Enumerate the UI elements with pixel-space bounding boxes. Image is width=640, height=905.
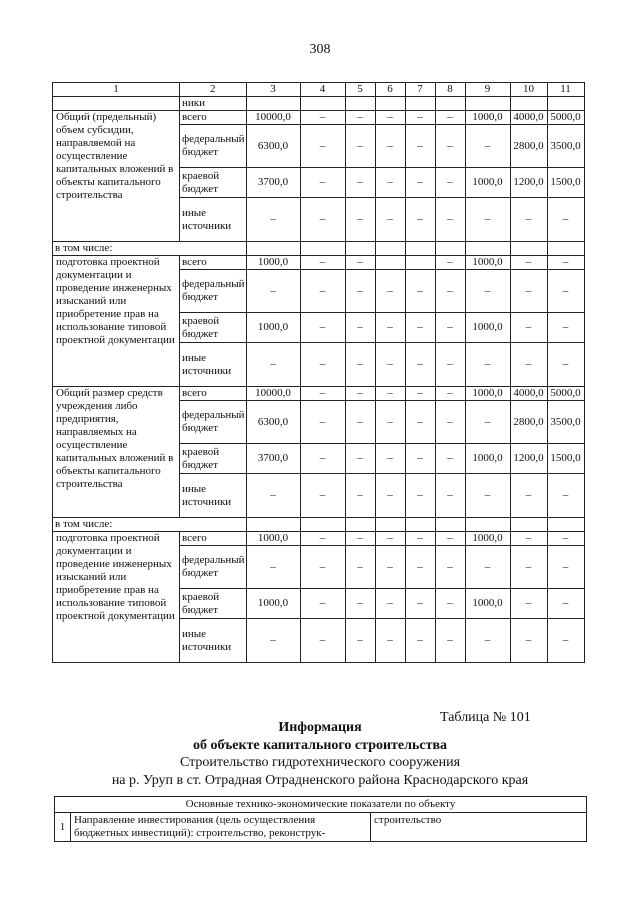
info-subtitle: об объекте капитального строительства bbox=[192, 738, 448, 753]
value-cell: – bbox=[465, 619, 510, 663]
value-cell: – bbox=[465, 401, 510, 444]
funding-source-label: всего bbox=[180, 387, 247, 401]
value-cell: – bbox=[375, 444, 405, 474]
subtotal-header-row bbox=[53, 242, 585, 256]
value-cell bbox=[405, 256, 435, 270]
value-cell: – bbox=[547, 474, 584, 518]
value-cell: – bbox=[435, 168, 465, 198]
value-cell: – bbox=[465, 343, 510, 387]
value-cell: – bbox=[300, 589, 345, 619]
value-cell: – bbox=[510, 343, 547, 387]
value-cell: – bbox=[375, 168, 405, 198]
value-cell: – bbox=[405, 532, 435, 546]
value-cell: – bbox=[300, 125, 345, 168]
value-cell: 1200,0 bbox=[510, 168, 547, 198]
value-cell: – bbox=[300, 168, 345, 198]
table-row bbox=[53, 532, 585, 546]
info-table-header: Основные технико-экономические показатели по объекту bbox=[55, 797, 587, 813]
value-cell: – bbox=[300, 111, 345, 125]
value-cell: 4000,0 bbox=[510, 111, 547, 125]
value-cell: – bbox=[405, 168, 435, 198]
row-description: подготовка проектной документации и проведение инженерных изысканий или приобретение прав на использование типовой проектной документации bbox=[53, 256, 180, 387]
value-cell: – bbox=[375, 619, 405, 663]
funding-source-label: иные источники bbox=[180, 619, 247, 663]
empty-cell bbox=[345, 242, 375, 256]
value-cell: 1000,0 bbox=[465, 168, 510, 198]
column-header: 8 bbox=[435, 83, 465, 97]
value-cell: – bbox=[510, 270, 547, 313]
funding-source-label: федеральный бюджет bbox=[180, 270, 247, 313]
empty-cell bbox=[375, 242, 405, 256]
value-cell: – bbox=[300, 474, 345, 518]
value-cell: 3500,0 bbox=[547, 125, 584, 168]
value-cell: – bbox=[510, 474, 547, 518]
value-cell: 5000,0 bbox=[547, 111, 584, 125]
empty-cell bbox=[547, 242, 584, 256]
empty-cell bbox=[300, 518, 345, 532]
value-cell: 1000,0 bbox=[246, 313, 300, 343]
value-cell: 1000,0 bbox=[246, 589, 300, 619]
value-cell: – bbox=[435, 444, 465, 474]
row-description: подготовка проектной документации и проведение инженерных изысканий или приобретение прав на использование типовой проектной документации bbox=[53, 532, 180, 663]
empty-cell bbox=[435, 97, 465, 111]
value-cell: – bbox=[465, 125, 510, 168]
empty-cell bbox=[246, 518, 300, 532]
value-cell: – bbox=[345, 401, 375, 444]
value-cell: 1500,0 bbox=[547, 444, 584, 474]
value-cell: – bbox=[435, 256, 465, 270]
value-cell: – bbox=[300, 313, 345, 343]
column-header: 9 bbox=[465, 83, 510, 97]
empty-cell bbox=[547, 518, 584, 532]
value-cell: – bbox=[405, 270, 435, 313]
page-number: 308 bbox=[309, 42, 331, 57]
info-row-index: 1 bbox=[55, 813, 71, 842]
value-cell: – bbox=[300, 198, 345, 242]
value-cell: – bbox=[547, 313, 584, 343]
value-cell: – bbox=[435, 111, 465, 125]
value-cell: 1000,0 bbox=[465, 387, 510, 401]
empty-cell bbox=[465, 242, 510, 256]
value-cell: 1000,0 bbox=[246, 256, 300, 270]
value-cell: 4000,0 bbox=[510, 387, 547, 401]
value-cell: 3700,0 bbox=[246, 444, 300, 474]
value-cell: – bbox=[405, 474, 435, 518]
value-cell: – bbox=[375, 343, 405, 387]
in-that-number-label: в том числе: bbox=[53, 242, 247, 256]
value-cell: – bbox=[375, 270, 405, 313]
value-cell: – bbox=[547, 589, 584, 619]
funding-source-label: федеральный бюджет bbox=[180, 546, 247, 589]
table-row bbox=[53, 256, 585, 270]
value-cell: – bbox=[405, 546, 435, 589]
subtotal-header-row bbox=[53, 518, 585, 532]
funding-source-label: краевой бюджет bbox=[180, 589, 247, 619]
value-cell: – bbox=[246, 546, 300, 589]
funding-source-label: краевой бюджет bbox=[180, 444, 247, 474]
value-cell: – bbox=[246, 474, 300, 518]
row-description: Общий (предельный) объем субсидии, направляемой на осуществление капитальных вложений в объекты капитального строительства bbox=[53, 111, 180, 242]
value-cell: – bbox=[547, 270, 584, 313]
value-cell: – bbox=[405, 343, 435, 387]
column-header: 10 bbox=[510, 83, 547, 97]
value-cell: – bbox=[510, 589, 547, 619]
column-header: 1 bbox=[53, 83, 180, 97]
value-cell: 1200,0 bbox=[510, 444, 547, 474]
value-cell: – bbox=[405, 125, 435, 168]
value-cell: 6300,0 bbox=[246, 401, 300, 444]
value-cell: – bbox=[345, 270, 375, 313]
column-header: 6 bbox=[375, 83, 405, 97]
value-cell: – bbox=[375, 125, 405, 168]
value-cell: – bbox=[435, 532, 465, 546]
value-cell: – bbox=[375, 589, 405, 619]
value-cell: – bbox=[405, 589, 435, 619]
empty-cell bbox=[435, 242, 465, 256]
funding-source-label: иные источники bbox=[180, 474, 247, 518]
value-cell: – bbox=[405, 198, 435, 242]
column-header: 3 bbox=[246, 83, 300, 97]
value-cell: – bbox=[345, 546, 375, 589]
empty-cell bbox=[375, 518, 405, 532]
value-cell: – bbox=[300, 532, 345, 546]
value-cell: – bbox=[547, 546, 584, 589]
value-cell: 2800,0 bbox=[510, 125, 547, 168]
funding-source-label: иные источники bbox=[180, 343, 247, 387]
value-cell: – bbox=[246, 270, 300, 313]
value-cell: – bbox=[300, 401, 345, 444]
value-cell: 1000,0 bbox=[246, 532, 300, 546]
value-cell: 1000,0 bbox=[465, 256, 510, 270]
funding-source-label: иные источники bbox=[180, 198, 247, 242]
funding-source-label: федеральный бюджет bbox=[180, 125, 247, 168]
value-cell: – bbox=[345, 256, 375, 270]
value-cell: 1000,0 bbox=[465, 313, 510, 343]
object-name-line1: Строительство гидротехнического сооружения bbox=[179, 755, 461, 770]
info-row-value: строительство bbox=[371, 813, 587, 842]
empty-cell bbox=[510, 97, 547, 111]
empty-cell bbox=[547, 97, 584, 111]
table-row bbox=[53, 387, 585, 401]
value-cell: 6300,0 bbox=[246, 125, 300, 168]
value-cell: 5000,0 bbox=[547, 387, 584, 401]
empty-cell bbox=[465, 518, 510, 532]
value-cell: – bbox=[375, 313, 405, 343]
funding-source-label: всего bbox=[180, 111, 247, 125]
value-cell: – bbox=[345, 444, 375, 474]
funding-source-label: всего bbox=[180, 256, 247, 270]
value-cell: – bbox=[345, 125, 375, 168]
value-cell bbox=[375, 256, 405, 270]
value-cell: – bbox=[345, 168, 375, 198]
column-header: 7 bbox=[405, 83, 435, 97]
value-cell: 1000,0 bbox=[465, 444, 510, 474]
value-cell: – bbox=[435, 198, 465, 242]
in-that-number-label: в том числе: bbox=[53, 518, 247, 532]
value-cell: – bbox=[345, 589, 375, 619]
value-cell: – bbox=[345, 111, 375, 125]
value-cell: – bbox=[510, 619, 547, 663]
empty-cell bbox=[300, 242, 345, 256]
empty-cell bbox=[435, 518, 465, 532]
value-cell: – bbox=[345, 619, 375, 663]
value-cell: – bbox=[246, 343, 300, 387]
value-cell: – bbox=[547, 198, 584, 242]
value-cell: – bbox=[300, 270, 345, 313]
table-number: Таблица № 101 bbox=[440, 710, 531, 725]
value-cell: – bbox=[510, 532, 547, 546]
value-cell: 10000,0 bbox=[246, 387, 300, 401]
value-cell: – bbox=[547, 532, 584, 546]
object-name-line2: на р. Уруп в ст. Отрадная Отрадненского района Краснодарского края bbox=[111, 773, 529, 788]
value-cell: – bbox=[465, 474, 510, 518]
value-cell: – bbox=[435, 387, 465, 401]
value-cell: – bbox=[300, 619, 345, 663]
value-cell: 1000,0 bbox=[465, 589, 510, 619]
empty-cell bbox=[405, 97, 435, 111]
value-cell: – bbox=[547, 619, 584, 663]
value-cell: – bbox=[375, 546, 405, 589]
table-row bbox=[53, 111, 585, 125]
value-cell: 1000,0 bbox=[465, 532, 510, 546]
value-cell: – bbox=[405, 444, 435, 474]
empty-cell bbox=[53, 97, 180, 111]
value-cell: – bbox=[375, 532, 405, 546]
value-cell: – bbox=[547, 256, 584, 270]
empty-cell bbox=[345, 518, 375, 532]
value-cell: – bbox=[246, 619, 300, 663]
value-cell: 10000,0 bbox=[246, 111, 300, 125]
column-header: 2 bbox=[180, 83, 247, 97]
empty-cell bbox=[405, 518, 435, 532]
value-cell: – bbox=[300, 546, 345, 589]
value-cell: – bbox=[405, 619, 435, 663]
value-cell: – bbox=[510, 546, 547, 589]
empty-cell bbox=[375, 97, 405, 111]
value-cell: – bbox=[405, 313, 435, 343]
info-row-label: Направление инвестирования (цель осуществления бюджетных инвестиций): строительство, реконструк- bbox=[71, 813, 371, 842]
value-cell: 3700,0 bbox=[246, 168, 300, 198]
value-cell: – bbox=[510, 198, 547, 242]
value-cell: – bbox=[345, 532, 375, 546]
value-cell: – bbox=[465, 546, 510, 589]
value-cell: – bbox=[300, 387, 345, 401]
value-cell: – bbox=[435, 270, 465, 313]
value-cell: – bbox=[435, 589, 465, 619]
value-cell: – bbox=[375, 198, 405, 242]
value-cell: – bbox=[435, 619, 465, 663]
value-cell: – bbox=[300, 343, 345, 387]
value-cell: – bbox=[345, 313, 375, 343]
value-cell: – bbox=[435, 474, 465, 518]
empty-cell bbox=[510, 518, 547, 532]
value-cell: – bbox=[547, 343, 584, 387]
funding-source-label: краевой бюджет bbox=[180, 168, 247, 198]
value-cell: – bbox=[435, 401, 465, 444]
value-cell: – bbox=[375, 474, 405, 518]
value-cell: – bbox=[345, 343, 375, 387]
value-cell: 1500,0 bbox=[547, 168, 584, 198]
value-cell: – bbox=[345, 198, 375, 242]
value-cell: – bbox=[435, 343, 465, 387]
funding-source-label: краевой бюджет bbox=[180, 313, 247, 343]
value-cell: – bbox=[510, 256, 547, 270]
financing-table bbox=[52, 82, 585, 663]
value-cell: – bbox=[375, 111, 405, 125]
funding-source-label: всего bbox=[180, 532, 247, 546]
info-title: Информация bbox=[278, 720, 362, 735]
value-cell: 2800,0 bbox=[510, 401, 547, 444]
value-cell: 1000,0 bbox=[465, 111, 510, 125]
funding-source-label: федеральный бюджет bbox=[180, 401, 247, 444]
value-cell: – bbox=[300, 256, 345, 270]
value-cell: – bbox=[435, 546, 465, 589]
column-header: 4 bbox=[300, 83, 345, 97]
column-header: 5 bbox=[345, 83, 375, 97]
value-cell: – bbox=[465, 198, 510, 242]
value-cell: – bbox=[246, 198, 300, 242]
value-cell: – bbox=[300, 444, 345, 474]
empty-cell bbox=[300, 97, 345, 111]
value-cell: – bbox=[510, 313, 547, 343]
info-table bbox=[54, 796, 587, 842]
value-cell: – bbox=[435, 313, 465, 343]
column-header: 11 bbox=[547, 83, 584, 97]
row-description: Общий размер средств учреждения либо предприятия, направляемых на осуществление капитальных вложений в объекты капитального строительства bbox=[53, 387, 180, 518]
value-cell: – bbox=[405, 111, 435, 125]
value-cell: – bbox=[375, 401, 405, 444]
value-cell: 3500,0 bbox=[547, 401, 584, 444]
value-cell: – bbox=[345, 474, 375, 518]
header-row bbox=[53, 83, 585, 97]
empty-cell bbox=[345, 97, 375, 111]
value-cell: – bbox=[435, 125, 465, 168]
value-cell: – bbox=[405, 387, 435, 401]
value-cell: – bbox=[465, 270, 510, 313]
fragment-label: ники bbox=[180, 97, 247, 111]
empty-cell bbox=[405, 242, 435, 256]
empty-cell bbox=[465, 97, 510, 111]
empty-cell bbox=[510, 242, 547, 256]
value-cell: – bbox=[375, 387, 405, 401]
value-cell: – bbox=[405, 401, 435, 444]
empty-cell bbox=[246, 242, 300, 256]
table-row bbox=[53, 97, 585, 111]
empty-cell bbox=[246, 97, 300, 111]
value-cell: – bbox=[345, 387, 375, 401]
